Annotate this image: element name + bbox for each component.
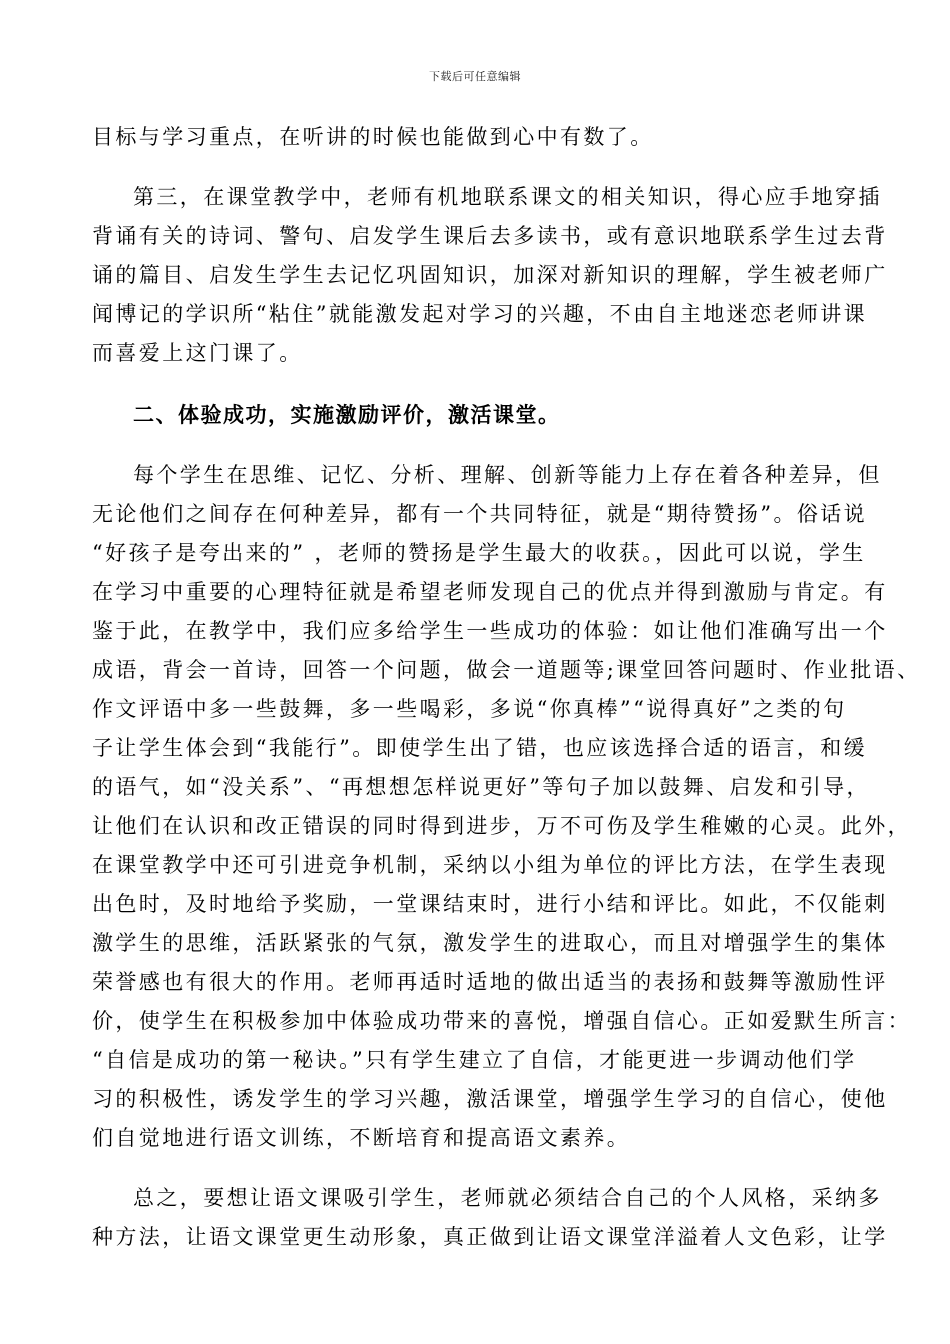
page-header: 下载后可任意编辑	[429, 70, 521, 83]
text-line: 在学习中重要的心理特征就是希望老师发现自己的优点并得到激励与肯定。有	[92, 580, 888, 604]
text-line: 习的积极性，诱发学生的学习兴趣，激活课堂，增强学生学习的自信心，使他	[92, 1087, 888, 1111]
text-line: 价，使学生在积极参加中体验成功带来的喜悦，增强自信心。正如爱默生所言：	[92, 1009, 911, 1033]
text-line: 鉴于此，在教学中，我们应多给学生一些成功的体验：如让他们准确写出一个	[92, 619, 888, 643]
text-line: 让他们在认识和改正错误的同时得到进步，万不可伤及学生稚嫩的心灵。此外，	[92, 814, 911, 838]
text-line: 荣誉感也有很大的作用。老师再适时适地的做出适当的表扬和鼓舞等激励性评	[92, 970, 888, 994]
text-line: 背诵有关的诗词、警句、启发学生课后去多读书，或有意识地联系学生过去背	[92, 224, 888, 248]
text-line: 在课堂教学中还可引进竞争机制，采纳以小组为单位的评比方法，在学生表现	[92, 853, 888, 877]
text-line: 每个学生在思维、记忆、分析、理解、创新等能力上存在着各种差异，但	[133, 463, 882, 487]
text-line: 成语，背会一首诗，回答一个问题，做会一道题等;课堂回答问题时、作业批语、	[92, 658, 921, 682]
text-line: 而喜爱上这门课了。	[92, 341, 303, 365]
text-line: 目标与学习重点，在听讲的时候也能做到心中有数了。	[92, 125, 654, 149]
text-line: 子让学生体会到“我能行”。即使学生出了错，也应该选择合适的语言，和缓	[92, 736, 868, 760]
text-line: 闻博记的学识所“粘住”就能激发起对学习的兴趣，不由自主地迷恋老师讲课	[92, 302, 868, 326]
text-line: 激学生的思维，活跃紧张的气氛，激发学生的进取心，而且对增强学生的集体	[92, 931, 888, 955]
text-line: 第三，在课堂教学中，老师有机地联系课文的相关知识，得心应手地穿插	[133, 185, 882, 209]
section-heading: 二、体验成功，实施激励评价，激活课堂。	[133, 402, 561, 427]
text-line: 们自觉地进行语文训练，不断培育和提高语文素养。	[92, 1126, 631, 1150]
text-line: 的语气，如“没关系”、“再想想怎样说更好”等句子加以鼓舞、启发和引导，	[92, 775, 870, 799]
text-line: 诵的篇目、启发生学生去记忆巩固知识，加深对新知识的理解，学生被老师广	[92, 263, 888, 287]
text-line: 出色时，及时地给予奖励，一堂课结束时，进行小结和评比。如此，不仅能刺	[92, 892, 888, 916]
text-line: 作文评语中多一些鼓舞，多一些喝彩，多说“你真棒”“说得真好”之类的句	[92, 697, 847, 721]
text-line: 种方法，让语文课堂更生动形象，真正做到让语文课堂洋溢着人文色彩，让学	[92, 1225, 888, 1249]
text-line: “自信是成功的第一秘诀。”只有学生建立了自信，才能更进一步调动他们学	[92, 1048, 857, 1072]
text-line: 无论他们之间存在何种差异，都有一个共同特征，就是“期待赞扬”。俗话说	[92, 502, 868, 526]
text-line: 总之，要想让语文课吸引学生，老师就必须结合自己的个人风格，采纳多	[133, 1186, 882, 1210]
text-line: “好孩子是夸出来的” ，老师的赞扬是学生最大的收获。，因此可以说，学生	[92, 541, 866, 565]
